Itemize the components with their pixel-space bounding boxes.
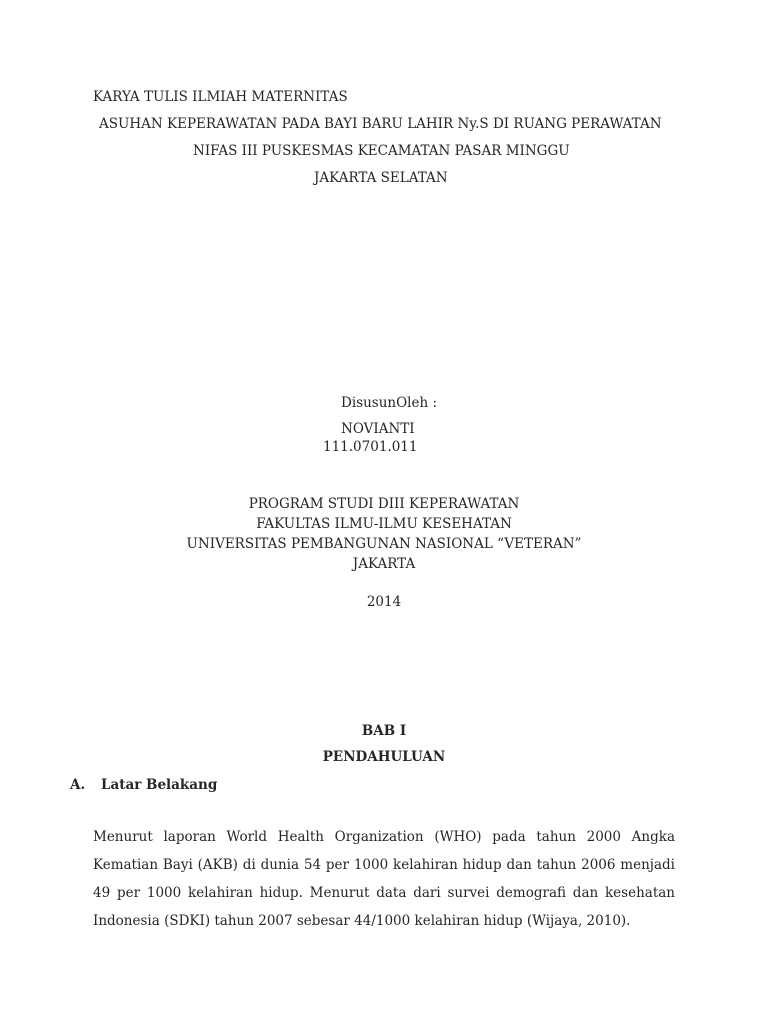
author-label: DisusunOleh : bbox=[341, 395, 437, 411]
chapter-number: BAB I bbox=[361, 723, 407, 739]
faculty-name: FAKULTAS ILMU-ILMU KESEHATAN bbox=[256, 516, 512, 532]
document-title-line-4: JAKARTA SELATAN bbox=[314, 170, 448, 186]
study-program: PROGRAM STUDI DIII KEPERAWATAN bbox=[248, 496, 520, 512]
chapter-title: PENDAHULUAN bbox=[322, 749, 446, 765]
section-title: Latar Belakang bbox=[101, 777, 218, 793]
author-student-id: 111.0701.011 bbox=[323, 439, 418, 455]
document-title-line-2: ASUHAN KEPERAWATAN PADA BAYI BARU LAHIR Ny.S DI RUANG PERAWATAN bbox=[99, 116, 662, 132]
year: 2014 bbox=[366, 594, 402, 610]
section-marker: A. bbox=[70, 777, 86, 793]
document-title-line-1: KARYA TULIS ILMIAH MATERNITAS bbox=[93, 89, 348, 105]
university-name: UNIVERSITAS PEMBANGUNAN NASIONAL “VETERAN” bbox=[186, 536, 582, 552]
city-name: JAKARTA bbox=[352, 556, 416, 572]
author-name: NOVIANTI bbox=[341, 421, 415, 437]
document-title-line-3: NIFAS III PUSKESMAS KECAMATAN PASAR MINGGU bbox=[193, 143, 570, 159]
body-paragraph: Menurut laporan World Health Organization (WHO) pada tahun 2000 Angka Kematian Bayi (AKB) di dunia 54 per 1000 kelahiran hidup dan tahun 2006 menjadi 49 per 1000 kelahiran hidup. Menurut data dari survei demografi dan kesehatan Indonesia (SDKI) tahun 2007 sebesar 44/1000 kelahiran hidup (Wijaya, 2010). bbox=[93, 829, 675, 929]
